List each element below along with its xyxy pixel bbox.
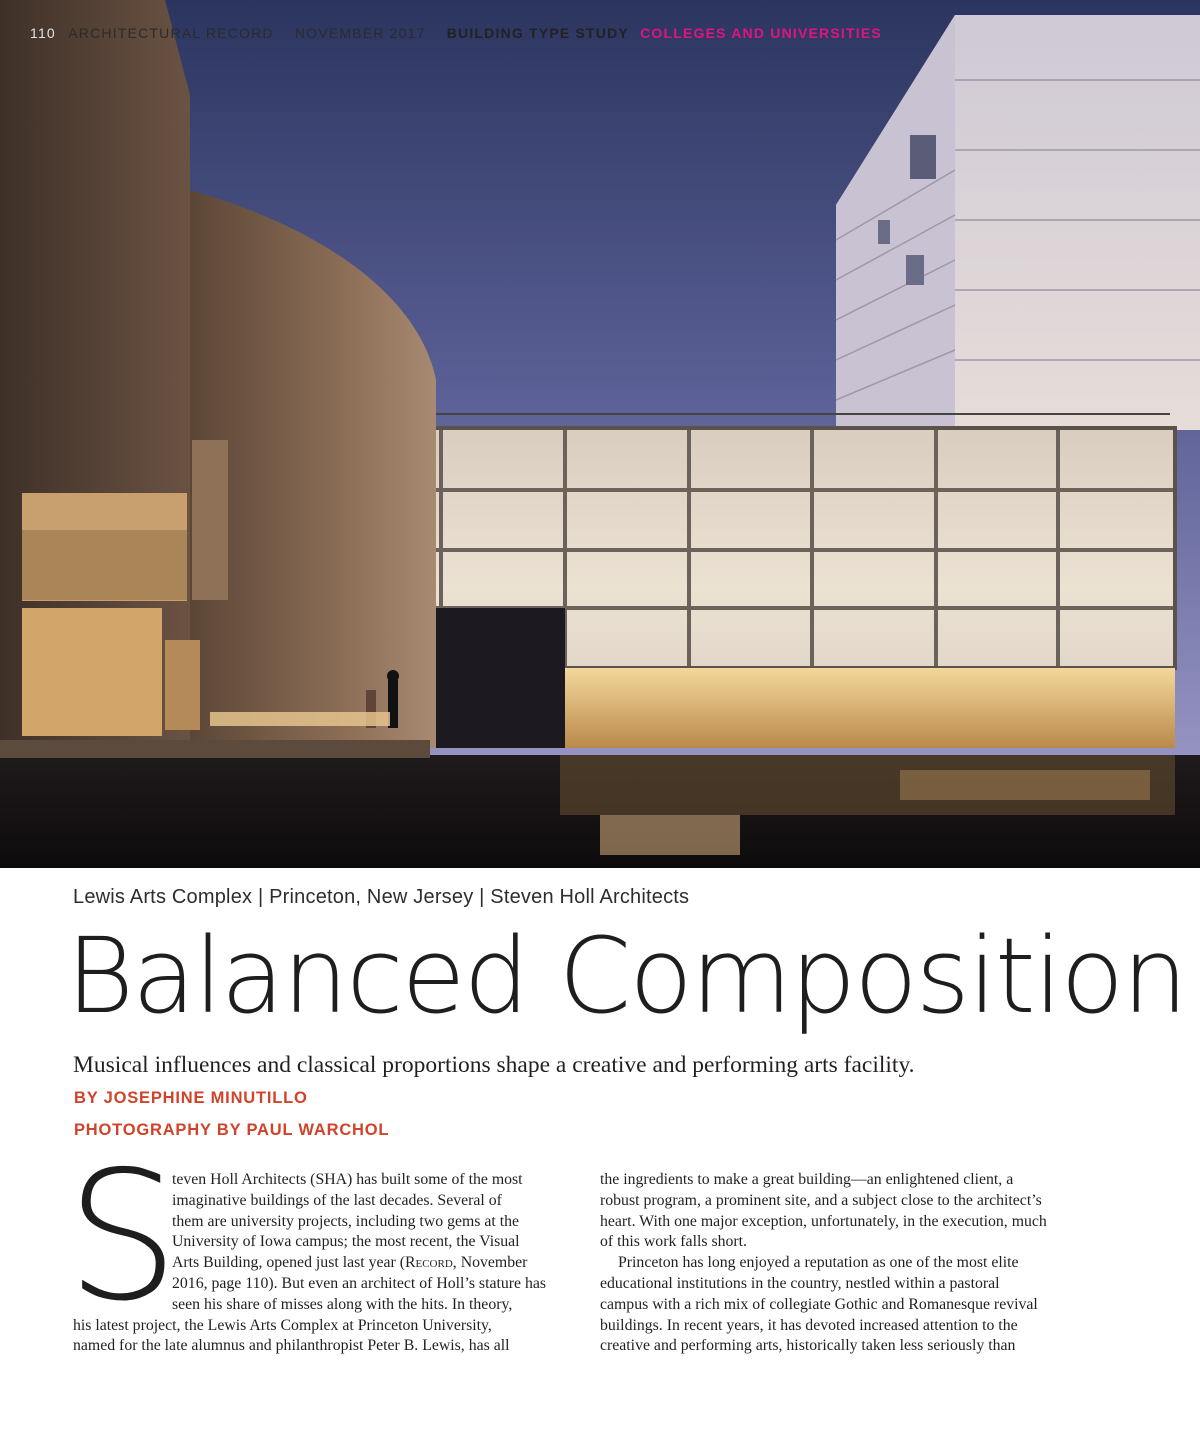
article-dek: Musical influences and classical proportions shape a creative and performing arts facility. bbox=[73, 1052, 915, 1078]
photo-credit: PHOTOGRAPHY BY PAUL WARCHOL bbox=[74, 1121, 390, 1139]
byline: BY JOSEPHINE MINUTILLO bbox=[74, 1089, 308, 1107]
record-citation: Record bbox=[404, 1254, 453, 1272]
running-header bbox=[30, 25, 898, 45]
body-line: Princeton has long enjoyed a reputation as one of the most elite bbox=[618, 1254, 1019, 1272]
body-line: campus with a rich mix of collegiate Gothic and Romanesque revival bbox=[600, 1295, 1038, 1313]
body-line-part: Arts Building, opened just last year ( bbox=[172, 1254, 405, 1272]
body-line: named for the late alumnus and philanthropist Peter B. Lewis, has all bbox=[73, 1337, 510, 1355]
body-line: his latest project, the Lewis Arts Complex at Princeton University, bbox=[73, 1316, 492, 1334]
issue-date: NOVEMBER 2017 bbox=[294, 25, 426, 41]
body-line: seen his share of misses along with the hits. In theory, bbox=[172, 1295, 513, 1313]
drop-cap: S bbox=[66, 1133, 179, 1340]
topic-label: COLLEGES AND UNIVERSITIES bbox=[640, 25, 882, 41]
body-line: buildings. In recent years, it has devoted increased attention to the bbox=[600, 1316, 1018, 1334]
body-line: robust program, a prominent site, and a subject close to the architect’s bbox=[600, 1191, 1042, 1209]
body-line: University of Iowa campus; the most recent, the Visual bbox=[172, 1233, 520, 1251]
body-line-part: , November bbox=[452, 1254, 528, 1272]
body-line: creative and performing arts, historically taken less seriously than bbox=[600, 1337, 1016, 1355]
body-line bbox=[73, 1253, 573, 1274]
paragraph bbox=[600, 1253, 1120, 1357]
page-number: 110 bbox=[30, 25, 56, 41]
body-line: of this work falls short. bbox=[600, 1233, 747, 1251]
body-column-right bbox=[600, 1170, 1120, 1357]
paragraph bbox=[600, 1170, 1120, 1253]
body-line: teven Holl Architects (SHA) has built some of the most bbox=[172, 1171, 523, 1188]
magazine-name: ARCHITECTURAL RECORD bbox=[68, 25, 274, 41]
body-line: imaginative buildings of the last decades. Several of bbox=[172, 1191, 502, 1209]
body-line: heart. With one major exception, unfortunately, in the execution, much bbox=[600, 1212, 1047, 1230]
body-line: educational institutions in the country, nestled within a pastoral bbox=[600, 1274, 1000, 1292]
body-line: the ingredients to make a great building—an enlightened client, a bbox=[600, 1171, 1014, 1188]
body-column-left bbox=[73, 1170, 573, 1357]
article-headline: Balanced Composition bbox=[66, 915, 1187, 1037]
body-line: 2016, page 110). But even an architect of Holl’s stature has bbox=[172, 1274, 547, 1292]
body-line: them are university projects, including two gems at the bbox=[172, 1212, 520, 1230]
section-label: BUILDING TYPE STUDY bbox=[446, 25, 629, 41]
paragraph bbox=[73, 1170, 573, 1357]
project-kicker: Lewis Arts Complex | Princeton, New Jersey | Steven Holl Architects bbox=[73, 886, 690, 908]
